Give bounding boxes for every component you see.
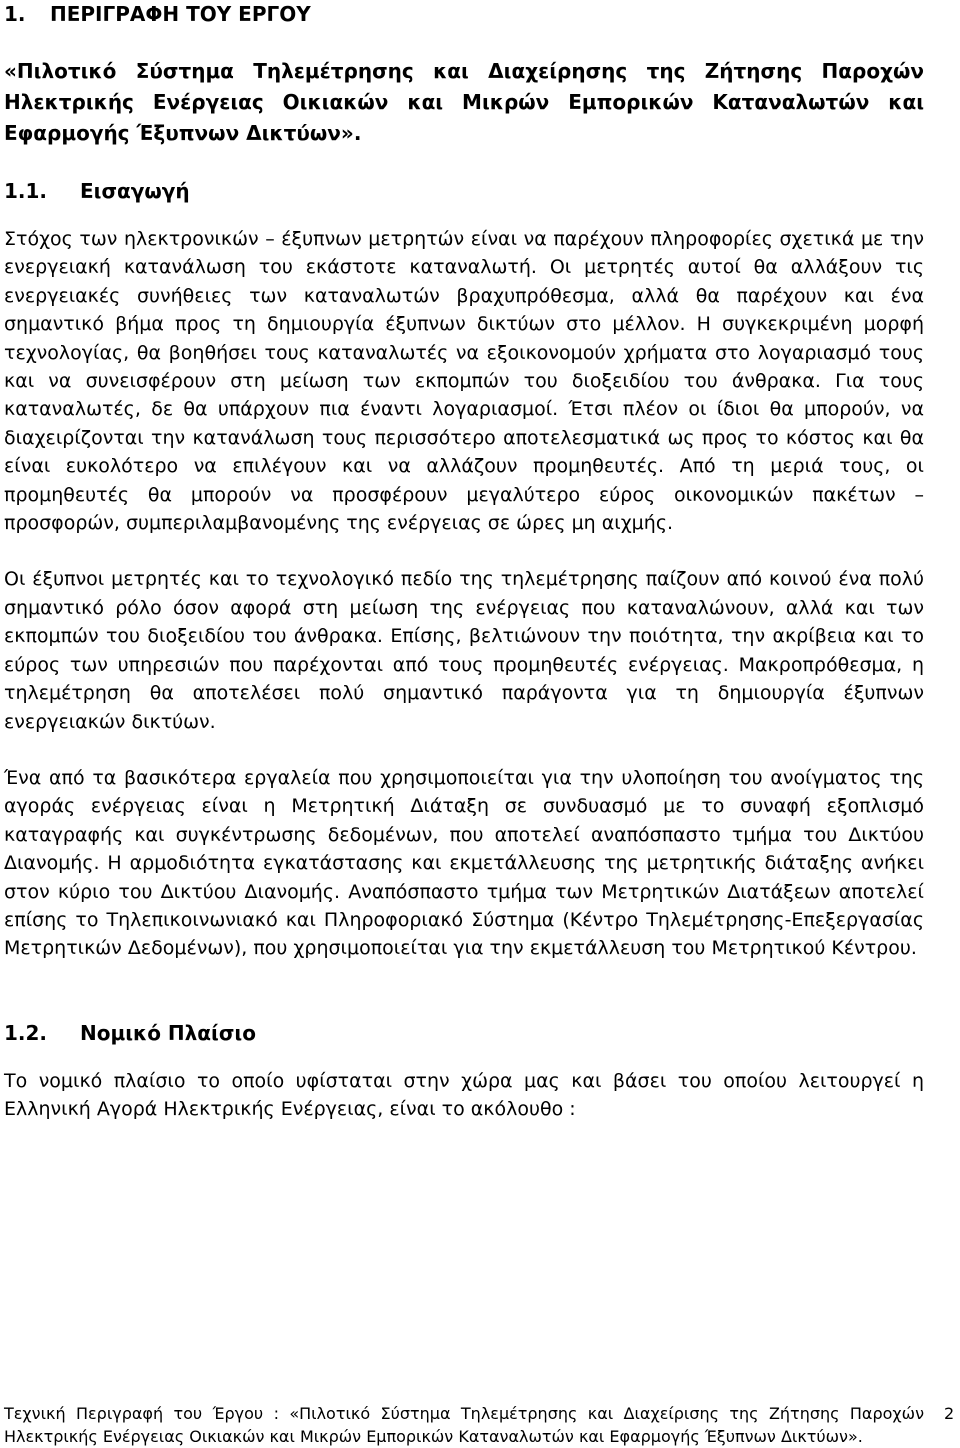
section-number: 1. bbox=[4, 2, 26, 26]
section-heading-1-2 bbox=[4, 1019, 924, 1047]
project-title: «Πιλοτικό Σύστημα Τηλεμέτρησης και Διαχείρησης της Ζήτησης Παροχών Ηλεκτρικής Ενέργειας Οικιακών και Μικρών Εμπορικών Καταναλωτών και Εφαρμογής Έξυπνων Δικτύων». bbox=[4, 59, 924, 145]
section-title: Εισαγωγή bbox=[80, 179, 190, 203]
paragraph: Οι έξυπνοι μετρητές και το τεχνολογικό πεδίο της τηλεμέτρησης παίζουν από κοινού ένα πολύ σημαντικό ρόλο όσον αφορά στη μείωση της ενέργειας που καταναλώνουν, αλλά και των εκπομπών του διοξειδίου του άνθρακα. Επίσης, βελτιώνουν την ποιότητα, την ακρίβεια και το εύρος των υπηρεσιών που παρέχονται από τους προμηθευτές ενέργειας. Μακροπρόθεσμα, η τηλεμέτρηση θα αποτελέσει πολύ σημαντικό παράγοντα για τη δημιουργία έξυπνων ενεργειακών δικτύων. bbox=[4, 568, 924, 733]
section-title: ΠΕΡΙΓΡΑΦΗ ΤΟΥ ΕΡΓΟΥ bbox=[50, 2, 311, 26]
paragraph: Το νομικό πλαίσιο το οποίο υφίσταται στην χώρα μας και βάσει του οποίου λειτουργεί η Ελληνική Αγορά Ηλεκτρικής Ενέργειας, είναι το ακόλουθο : bbox=[4, 1069, 924, 1121]
page-footer: Τεχνική Περιγραφή του Έργου : «Πιλοτικό Σύστημα Τηλεμέτρησης και Διαχείρισης της Ζήτησης Παροχών Ηλεκτρικής Ενέργειας Οικιακών και Μικρών Εμπορικών Καταναλωτών και Εφαρμογής Έξυπνων Δικτύων». bbox=[4, 1404, 924, 1446]
section-heading-1 bbox=[4, 0, 924, 28]
section-number: 1.2. bbox=[4, 1020, 48, 1045]
paragraph: Ένα από τα βασικότερα εργαλεία που χρησιμοποιείται για την υλοποίηση του ανοίγματος της αγοράς ενέργειας είναι η Μετρητική Διάταξη σε συνδυασμό με το συναφή εξοπλισμό καταγραφής και συγκέντρωσης δεδομένων, που αποτελεί αναπόσπαστο τμήμα του Δικτύου Διανομής. Η αρμοδιότητα εγκατάστασης και εκμετάλλευσης της μετρητικής διάταξης ανήκει στον κύριο του Δικτύου Διανομής. Αναπόσπαστο τμήμα των Μετρητικών Διατάξεων αποτελεί επίσης το Τηλεπικοινωνιακό και Πληροφοριακό Σύστημα (Κέντρο Τηλεμέτρησης-Επεξεργασίας Μετρητικών Δεδομένων), που χρησιμοποιείται για την εκμετάλλευση του Μετρητικού Κέντρου. bbox=[4, 766, 924, 960]
document-page bbox=[4, 0, 924, 1124]
page-number: 2 bbox=[944, 1404, 955, 1423]
paragraph: Στόχος των ηλεκτρονικών – έξυπνων μετρητών είναι να παρέχουν πληροφορίες σχετικά με την ενεργειακή κατανάλωση του εκάστοτε καταναλωτή. Οι μετρητές αυτοί θα αλλάξουν τις ενεργειακές συνήθειες των καταναλωτών βραχυπρόθεσμα, αλλά θα παρέχουν και ένα σημαντικό βήμα προς τη δημιουργία έξυπνων δικτύων στο μέλλον. Η συγκεκριμένη μορφή τεχνολογίας, θα βοηθήσει τους καταναλωτές να εξοικονομούν χρήματα στο λογαριασμό τους και να συνεισφέρουν στη μείωση των εκπομπών του διοξειδίου του άνθρακα. Για τους καταναλωτές, δε θα υπάρχουν πια έναντι λογαριασμοί. Έτσι πλέον οι ίδιοι θα μπορούν, να διαχειρίζονται την κατανάλωση τους περισσότερο αποτελεσματικά ως προς το κόστος και θα είναι ευκολότερο να επιλέγουν και να αλλάζουν προμηθευτές. Από τη μεριά τους, οι προμηθευτές θα μπορούν να προσφέρουν μεγαλύτερο εύρος οικονομικών πακέτων – προσφορών, συμπεριλαμβανομένης της ενέργειας σε ώρες μη αιχμής. bbox=[4, 228, 924, 535]
section-title: Νομικό Πλαίσιο bbox=[80, 1020, 256, 1045]
section-heading-1-1 bbox=[4, 177, 924, 205]
section-number: 1.1. bbox=[4, 179, 48, 203]
